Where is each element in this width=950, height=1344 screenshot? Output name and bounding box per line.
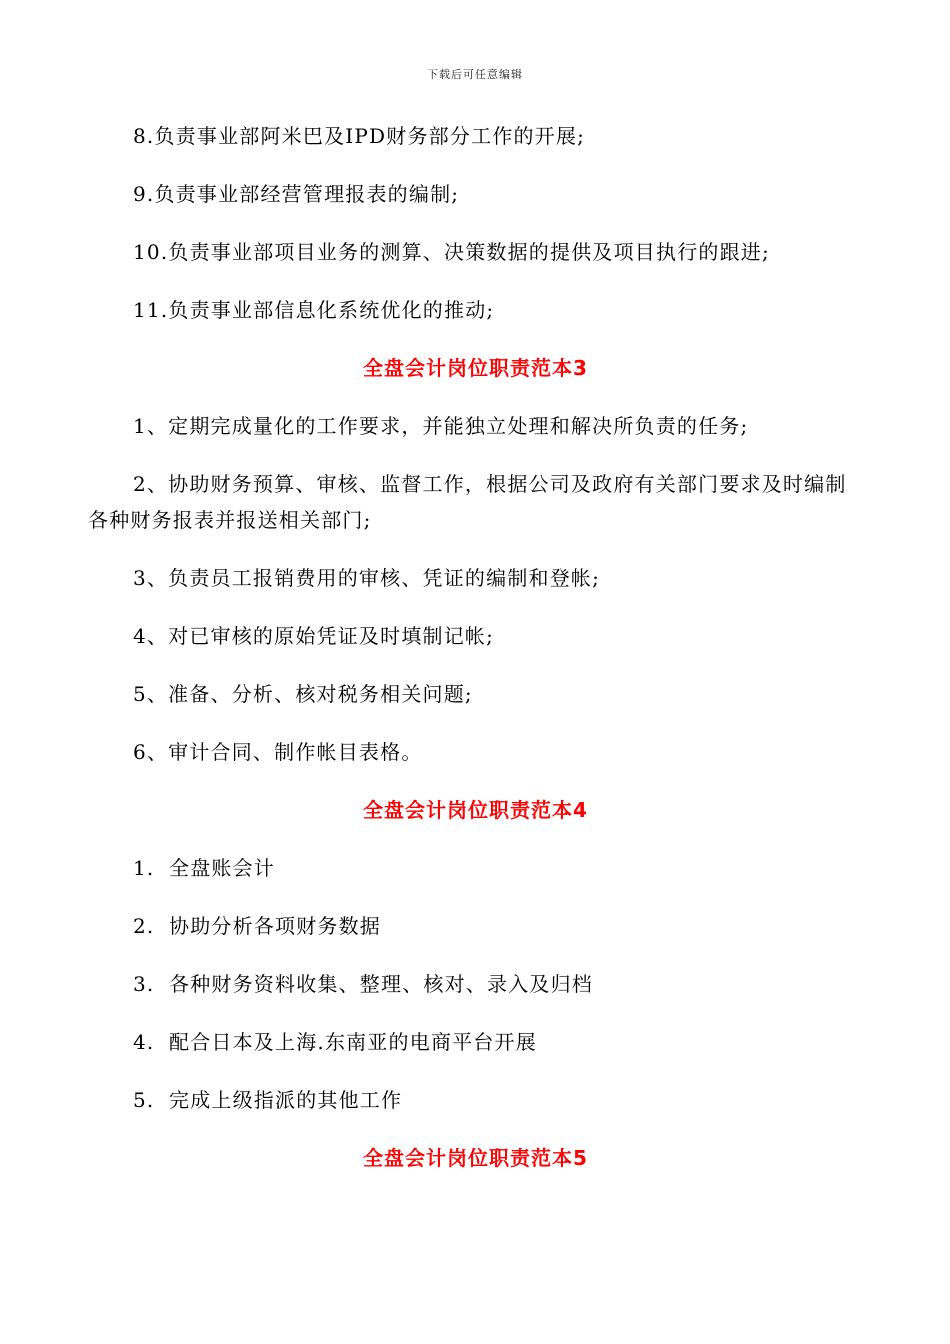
paragraph-item-10: 10.负责事业部项目业务的测算、决策数据的提供及项目执行的跟进; — [133, 240, 770, 264]
section-heading-3: 全盘会计岗位职责范本3 — [363, 356, 588, 380]
list-item — [88, 908, 863, 944]
paragraph-s3-item-4: 4、对已审核的原始凭证及时填制记帐; — [133, 624, 495, 648]
list-text: 协助分析各项财务数据 — [169, 914, 381, 938]
list-item — [88, 1082, 863, 1118]
list-number: 1. — [133, 856, 155, 880]
list-item — [88, 1024, 863, 1060]
paragraph-s3-item-6: 6、审计合同、制作帐目表格。 — [133, 740, 423, 764]
list-number: 4. — [133, 1030, 155, 1054]
paragraph-s3-item-3: 3、负责员工报销费用的审核、凭证的编制和登帐; — [133, 566, 601, 590]
list-number: 5. — [133, 1088, 155, 1112]
section-heading-5: 全盘会计岗位职责范本5 — [363, 1146, 588, 1170]
list-text: 配合日本及上海.东南亚的电商平台开展 — [169, 1030, 537, 1054]
list-item — [88, 850, 863, 886]
list-item — [88, 966, 863, 1002]
paragraph-s3-item-1: 1、定期完成量化的工作要求，并能独立处理和解决所负责的任务; — [133, 414, 749, 438]
list-text: 完成上级指派的其他工作 — [169, 1088, 403, 1112]
paragraph-item-9: 9.负责事业部经营管理报表的编制; — [133, 182, 460, 206]
header-note: 下载后可任意编辑 — [427, 68, 523, 81]
list-text: 各种财务资料收集、整理、核对、录入及归档 — [169, 972, 593, 996]
paragraph-item-8: 8.负责事业部阿米巴及IPD财务部分工作的开展; — [133, 124, 586, 148]
paragraph-s3-item-5: 5、准备、分析、核对税务相关问题; — [133, 682, 473, 706]
paragraph-item-11: 11.负责事业部信息化系统优化的推动; — [133, 298, 495, 322]
document-content — [88, 118, 863, 1198]
list-number: 3. — [133, 972, 155, 996]
section-heading-4: 全盘会计岗位职责范本4 — [363, 798, 588, 822]
list-number: 2. — [133, 914, 155, 938]
list-text: 全盘账会计 — [169, 856, 275, 880]
paragraph-s3-item-2: 2、协助财务预算、审核、监督工作，根据公司及政府有关部门要求及时编制各种财务报表并报送相关部门; — [88, 472, 847, 532]
